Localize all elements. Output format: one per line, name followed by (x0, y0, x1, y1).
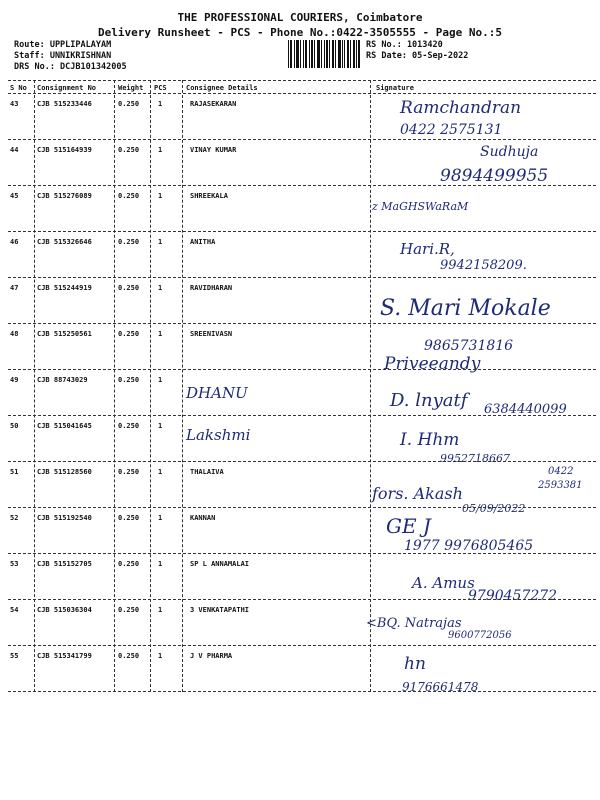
pcs-value: 1 (158, 468, 163, 476)
serial-number: 54 (10, 606, 19, 614)
serial-number: 50 (10, 422, 19, 430)
drs-number: DRS No.: DCJB101342005 (14, 62, 127, 72)
handwritten-signature: D. lnyatf (390, 390, 468, 411)
barcode-image (288, 40, 360, 68)
barcode-bar (342, 40, 343, 68)
handwritten-signature: 1977 9976805465 (404, 538, 534, 554)
serial-number: 55 (10, 652, 19, 660)
weight-value: 0.250 (118, 146, 140, 154)
handwritten-signature: DHANU (186, 384, 248, 402)
consignment-number: CJB 515041645 (37, 422, 92, 430)
handwritten-signature: 0422 (548, 466, 574, 477)
row-divider (8, 185, 596, 186)
barcode-bar (305, 40, 307, 68)
consignee-name: VINAY KUMAR (190, 146, 237, 154)
pcs-value: 1 (158, 514, 163, 522)
column-divider (182, 80, 183, 692)
handwritten-signature: 2593381 (538, 480, 583, 491)
consignee-name: RAVIDHARAN (190, 284, 233, 292)
consignment-number: CJB 515128560 (37, 468, 92, 476)
row-divider (8, 691, 596, 692)
barcode-bar (288, 40, 289, 68)
row-divider (8, 231, 596, 232)
handwritten-signature: 9790457272 (468, 588, 558, 604)
weight-value: 0.250 (118, 192, 140, 200)
barcode-bar (296, 40, 299, 68)
consignee-name: 3 VENKATAPATHI (190, 606, 250, 614)
handwritten-signature: Hari.R, (400, 240, 455, 258)
weight-value: 0.250 (118, 606, 140, 614)
barcode-bar (353, 40, 355, 68)
column-header-weight: Weight (118, 84, 144, 92)
consignee-name: RAJASEKARAN (190, 100, 237, 108)
consignment-number: CJB 515341799 (37, 652, 92, 660)
barcode-bar (300, 40, 301, 68)
pcs-value: 1 (158, 422, 163, 430)
staff-label: Staff: UNNIKRISHNAN (14, 51, 112, 61)
barcode-bar (294, 40, 295, 68)
row-divider (8, 645, 596, 646)
pcs-value: 1 (158, 606, 163, 614)
row-divider (8, 461, 596, 462)
consignee-name: SHREEKALA (190, 192, 228, 200)
barcode-bar (314, 40, 315, 68)
pcs-value: 1 (158, 376, 163, 384)
handwritten-signature: Priveeandy (384, 354, 481, 374)
row-divider (8, 323, 596, 324)
handwritten-signature: 0422 2575131 (400, 122, 503, 138)
column-header-pcs: PCS (154, 84, 167, 92)
pcs-value: 1 (158, 284, 163, 292)
table-header-bottom-rule (8, 93, 596, 94)
barcode-bar (324, 40, 325, 68)
barcode-bar (290, 40, 292, 68)
serial-number: 44 (10, 146, 19, 154)
weight-value: 0.250 (118, 514, 140, 522)
barcode-bar (350, 40, 351, 68)
consignee-name: THALAIVA (190, 468, 224, 476)
handwritten-signature: 9942158209. (440, 258, 527, 273)
barcode-bar (332, 40, 334, 68)
column-divider (150, 80, 151, 692)
weight-value: 0.250 (118, 100, 140, 108)
weight-value: 0.250 (118, 468, 140, 476)
handwritten-signature: Ramchandran (400, 98, 522, 118)
handwritten-signature: 05/09/2022 (462, 502, 526, 515)
serial-number: 51 (10, 468, 19, 476)
handwritten-signature: Lakshmi (186, 426, 251, 444)
serial-number: 47 (10, 284, 19, 292)
handwritten-signature: S. Mari Mokale (380, 296, 551, 321)
serial-number: 43 (10, 100, 19, 108)
consignee-name: SP L ANNAMALAI (190, 560, 250, 568)
consignment-number: CJB 515244919 (37, 284, 92, 292)
pcs-value: 1 (158, 146, 163, 154)
handwritten-signature: hn (404, 654, 426, 674)
weight-value: 0.250 (118, 422, 140, 430)
weight-value: 0.250 (118, 560, 140, 568)
handwritten-signature: fors. Akash (372, 484, 463, 503)
row-divider (8, 415, 596, 416)
handwritten-signature: 6384440099 (484, 402, 567, 417)
barcode-bar (317, 40, 320, 68)
consignment-number: CJB 88743029 (37, 376, 88, 384)
pcs-value: 1 (158, 330, 163, 338)
barcode-bar (344, 40, 345, 68)
serial-number: 46 (10, 238, 19, 246)
runsheet-title: THE PROFESSIONAL COURIERS, Coimbatore (177, 11, 423, 24)
weight-value: 0.250 (118, 238, 140, 246)
barcode-bar (321, 40, 322, 68)
consignee-name: J V PHARMA (190, 652, 233, 660)
column-divider (114, 80, 115, 692)
pcs-value: 1 (158, 560, 163, 568)
consignee-name: ANITHA (190, 238, 216, 246)
column-header-sno: S No (10, 84, 27, 92)
barcode-bar (329, 40, 330, 68)
handwritten-signature: GE J (386, 514, 431, 538)
barcode-bar (338, 40, 341, 68)
handwritten-signature: I. Hhm (400, 430, 460, 450)
row-divider (8, 599, 596, 600)
weight-value: 0.250 (118, 376, 140, 384)
handwritten-signature: 9952718667 (440, 452, 510, 465)
pcs-value: 1 (158, 652, 163, 660)
barcode-bar (311, 40, 313, 68)
table-header-top-rule (8, 80, 596, 81)
handwritten-signature: 9865731816 (424, 338, 514, 354)
runsheet-subtitle: Delivery Runsheet - PCS - Phone No.:0422-3505555 - Page No.:5 (98, 26, 502, 39)
barcode-bar (303, 40, 304, 68)
consignment-number: CJB 515036304 (37, 606, 92, 614)
row-divider (8, 139, 596, 140)
serial-number: 49 (10, 376, 19, 384)
rs-number: RS No.: 1013420 (366, 40, 443, 50)
column-header-consignment: Consignment No (37, 84, 97, 92)
barcode-bar (356, 40, 357, 68)
consignment-number: CJB 515192540 (37, 514, 92, 522)
handwritten-signature: A. Amus (412, 574, 475, 592)
weight-value: 0.250 (118, 330, 140, 338)
consignment-number: CJB 515233446 (37, 100, 92, 108)
barcode-bar (347, 40, 349, 68)
row-divider (8, 277, 596, 278)
column-header-signature: Signature (376, 84, 414, 92)
rs-date: RS Date: 05-Sep-2022 (366, 51, 469, 61)
column-divider (34, 80, 35, 692)
pcs-value: 1 (158, 192, 163, 200)
column-header-consignee: Consignee Details (186, 84, 258, 92)
serial-number: 53 (10, 560, 19, 568)
handwritten-signature: 9176661478 (402, 680, 479, 694)
handwritten-signature: z MaGHSWaRaM (372, 200, 469, 213)
serial-number: 52 (10, 514, 19, 522)
route-label: Route: UPPLIPALAYAM (14, 40, 112, 50)
row-divider (8, 369, 596, 370)
consignee-name: KANNAN (190, 514, 216, 522)
consignment-number: CJB 515326646 (37, 238, 92, 246)
barcode-bar (335, 40, 336, 68)
handwritten-signature: <BQ. Natrajas (366, 616, 462, 631)
row-divider (8, 507, 596, 508)
handwritten-signature: 9894499955 (440, 166, 549, 186)
weight-value: 0.250 (118, 284, 140, 292)
column-divider (370, 80, 371, 692)
barcode-bar (326, 40, 328, 68)
consignment-number: CJB 515250561 (37, 330, 92, 338)
consignment-number: CJB 515152705 (37, 560, 92, 568)
serial-number: 48 (10, 330, 19, 338)
handwritten-signature: 9600772056 (448, 630, 512, 641)
pcs-value: 1 (158, 100, 163, 108)
consignee-name: SREENIVASN (190, 330, 233, 338)
row-divider (8, 553, 596, 554)
consignment-number: CJB 515276089 (37, 192, 92, 200)
barcode-bar (309, 40, 310, 68)
barcode-bar (358, 40, 360, 68)
serial-number: 45 (10, 192, 19, 200)
handwritten-signature: Sudhuja (480, 144, 539, 160)
weight-value: 0.250 (118, 652, 140, 660)
pcs-value: 1 (158, 238, 163, 246)
consignment-number: CJB 515164939 (37, 146, 92, 154)
